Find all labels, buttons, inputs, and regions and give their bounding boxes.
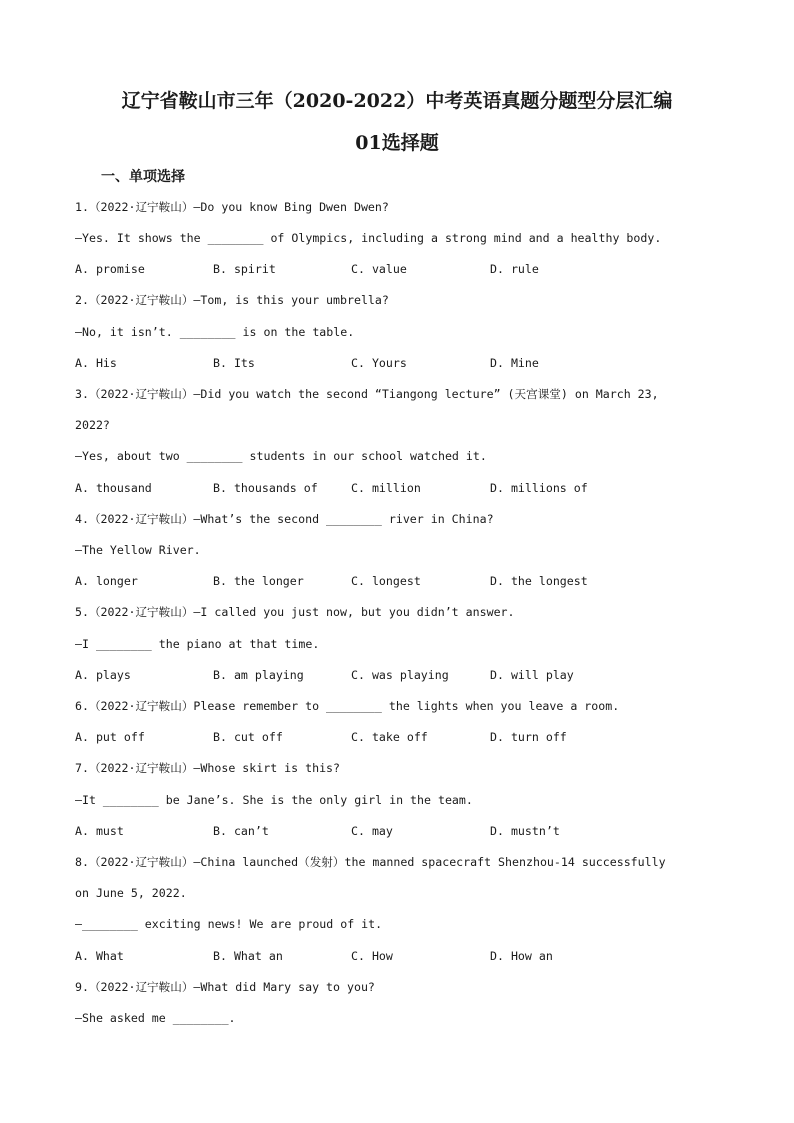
option-d: D. millions of — [490, 481, 588, 495]
option-d: D. the longest — [490, 574, 588, 588]
question-8-options — [75, 948, 715, 964]
question-4-options — [75, 573, 715, 589]
option-c: C. was playing — [351, 668, 449, 682]
question-1-stem: 1.（2022·辽宁鞍山）—Do you know Bing Dwen Dwen? — [75, 200, 389, 214]
option-b: B. thousands of — [213, 481, 318, 495]
option-c: C. How — [351, 949, 393, 963]
option-b: B. What an — [213, 949, 283, 963]
option-b: B. Its — [213, 356, 255, 370]
question-1-options — [75, 261, 715, 277]
question-6-options — [75, 729, 715, 745]
question-2-reply: —No, it isn’t. ________ is on the table. — [75, 325, 355, 339]
option-d: D. will play — [490, 668, 574, 682]
question-8-reply: —________ exciting news! We are proud of it. — [75, 917, 383, 931]
option-d: D. rule — [490, 262, 539, 276]
question-7-stem: 7.（2022·辽宁鞍山）—Whose skirt is this? — [75, 761, 341, 775]
question-1-reply: —Yes. It shows the ________ of Olympics, including a strong mind and a healthy body. — [75, 231, 662, 245]
document-subtitle: 01选择题 — [355, 132, 439, 154]
question-3-stem-continued: 2022? — [75, 418, 110, 432]
option-a: A. thousand — [75, 481, 152, 495]
option-a: A. longer — [75, 574, 138, 588]
option-d: D. turn off — [490, 730, 567, 744]
option-b: B. can’t — [213, 824, 269, 838]
question-3-stem: 3.（2022·辽宁鞍山）—Did you watch the second “Tiangong lecture” (天宫课堂) on March 23, — [75, 387, 659, 401]
question-8-stem-continued: on June 5, 2022. — [75, 886, 187, 900]
option-a: A. His — [75, 356, 117, 370]
question-2-stem: 2.（2022·辽宁鞍山）—Tom, is this your umbrella? — [75, 293, 389, 307]
option-b: B. am playing — [213, 668, 304, 682]
question-2-options — [75, 355, 715, 371]
option-c: C. Yours — [351, 356, 407, 370]
option-a: A. promise — [75, 262, 145, 276]
option-a: A. What — [75, 949, 124, 963]
option-c: C. take off — [351, 730, 428, 744]
option-b: B. spirit — [213, 262, 276, 276]
question-8-stem: 8.（2022·辽宁鞍山）—China launched（发射）the manned spacecraft Shenzhou-14 successfully — [75, 855, 666, 869]
option-c: C. longest — [351, 574, 421, 588]
question-5-stem: 5.（2022·辽宁鞍山）—I called you just now, but you didn’t answer. — [75, 605, 515, 619]
option-c: C. may — [351, 824, 393, 838]
question-7-reply: —It ________ be Jane’s. She is the only girl in the team. — [75, 793, 473, 807]
option-b: B. cut off — [213, 730, 283, 744]
question-9-reply: —She asked me ________. — [75, 1011, 236, 1025]
document-title: 辽宁省鞍山市三年（2020-2022）中考英语真题分题型分层汇编 — [121, 90, 673, 112]
question-4-stem: 4.（2022·辽宁鞍山）—What’s the second ________ river in China? — [75, 512, 494, 526]
question-5-options — [75, 667, 715, 683]
option-c: C. million — [351, 481, 421, 495]
section-heading: 一、单项选择 — [101, 169, 185, 185]
option-a: A. plays — [75, 668, 131, 682]
question-6-stem: 6.（2022·辽宁鞍山）Please remember to ________ the lights when you leave a room. — [75, 699, 620, 713]
option-b: B. the longer — [213, 574, 304, 588]
option-a: A. must — [75, 824, 124, 838]
question-5-reply: —I ________ the piano at that time. — [75, 637, 320, 651]
option-c: C. value — [351, 262, 407, 276]
option-a: A. put off — [75, 730, 145, 744]
question-3-reply: —Yes, about two ________ students in our school watched it. — [75, 449, 487, 463]
option-d: D. Mine — [490, 356, 539, 370]
question-7-options — [75, 823, 715, 839]
question-3-options — [75, 480, 715, 496]
option-d: D. How an — [490, 949, 553, 963]
option-d: D. mustn’t — [490, 824, 560, 838]
question-9-stem: 9.（2022·辽宁鞍山）—What did Mary say to you? — [75, 980, 375, 994]
question-4-reply: —The Yellow River. — [75, 543, 201, 557]
